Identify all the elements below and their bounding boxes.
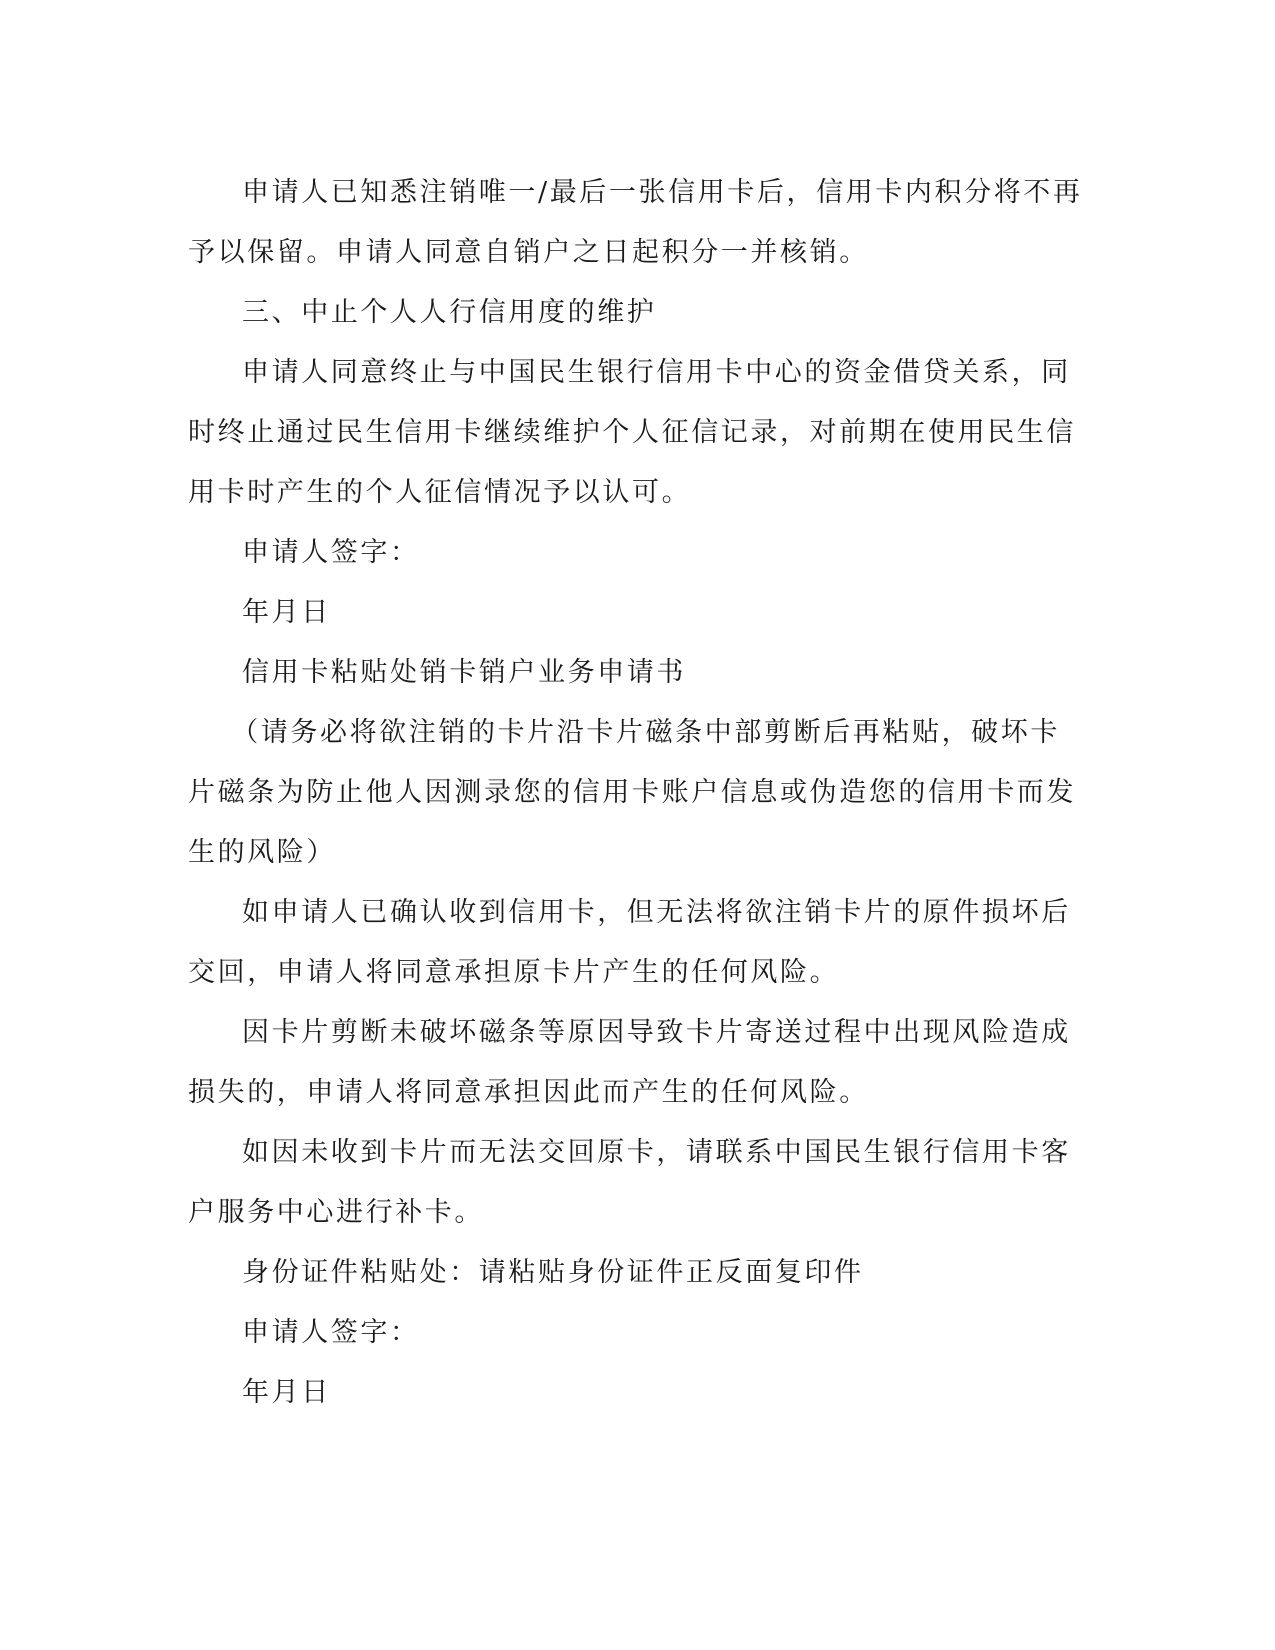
magnetic-strip-risk-paragraph: 因卡片剪断未破坏磁条等原因导致卡片寄送过程中出现风险造成损失的，申请人将同意承担因此而产生的任何风险。 — [188, 1017, 1071, 1108]
unable-return-risk-paragraph: 如申请人已确认收到信用卡，但无法将欲注销卡片的原件损坏后交回，申请人将同意承担原卡片产生的任何风险。 — [188, 897, 1071, 988]
applicant-signature-label-2: 申请人签字： — [242, 1317, 420, 1348]
document-body — [188, 163, 1088, 1423]
card-replacement-paragraph: 如因未收到卡片而无法交回原卡，请联系中国民生银行信用卡客户服务中心进行补卡。 — [188, 1137, 1071, 1228]
section-heading-credit-maintenance: 三、中止个人人行信用度的维护 — [242, 297, 657, 328]
card-paste-form-title: 信用卡粘贴处销卡销户业务申请书 — [242, 657, 686, 688]
card-cut-instruction-paragraph: （请务必将欲注销的卡片沿卡片磁条中部剪断后再粘贴，破坏卡片磁条为防止他人因测录您的信用卡账户信息或伪造您的信用卡而发生的风险） — [188, 717, 1076, 868]
credit-termination-paragraph: 申请人同意终止与中国民生银行信用卡中心的资金借贷关系，同时终止通过民生信用卡继续维护个人征信记录，对前期在使用民生信用卡时产生的个人征信情况予以认可。 — [188, 357, 1076, 508]
applicant-signature-label: 申请人签字： — [242, 537, 420, 568]
date-label: 年月日 — [242, 597, 331, 628]
points-notice-paragraph: 申请人已知悉注销唯一/最后一张信用卡后，信用卡内积分将不再予以保留。申请人同意自销户之日起积分一并核销。 — [188, 177, 1083, 268]
id-paste-instruction: 身份证件粘贴处：请粘贴身份证件正反面复印件 — [242, 1257, 864, 1288]
date-label-2: 年月日 — [242, 1377, 331, 1408]
